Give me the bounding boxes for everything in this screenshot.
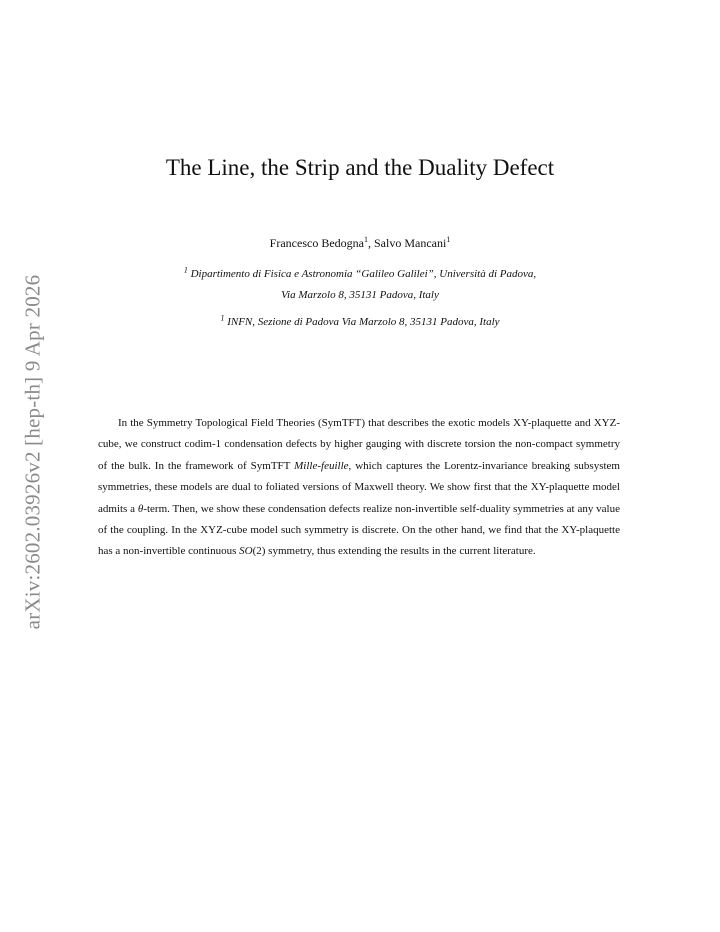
abstract-emphasis: Mille-feuille xyxy=(294,459,349,472)
author-name: Francesco Bedogna xyxy=(269,236,364,250)
affiliation-mark: 1 xyxy=(220,313,225,323)
abstract-text: -term. Then, we show these condensation defects realize non-invertible self-duality symmetries at any value of the coupling. In the XYZ-cube model such symmetry is discrete. On the other hand, we find that the XY-plaquette has a non-invertible continuous xyxy=(98,502,620,558)
arxiv-stamp: arXiv:2602.03926v2 [hep-th] 9 Apr 2026 xyxy=(20,274,45,630)
affiliation xyxy=(0,312,720,333)
author-list xyxy=(0,236,720,251)
abstract-text: , which captures the Lorentz-invariance breaking subsystem symmetries, these models are dual to foliated versions of Maxwell theory. We show first that the XY-plaquette model admits a xyxy=(98,459,620,515)
paper-title: The Line, the Strip and the Duality Defect xyxy=(165,155,555,180)
author-affil-mark: 1 xyxy=(363,235,368,244)
abstract xyxy=(98,413,620,563)
author-separator: , xyxy=(367,236,374,250)
abstract-text: In the Symmetry Topological Field Theories (SymTFT) that describes the exotic models XY-plaquette and XYZ-cube, we construct codim-1 condensation defects by higher gauging with discrete torsion the non-compact symmetry of the bulk. In the framework of SymTFT xyxy=(98,417,620,472)
abstract-math: SO xyxy=(239,545,253,558)
abstract-math: θ xyxy=(137,502,144,515)
affiliation-line: Dipartimento di Fisica e Astronomia “Galileo Galilei”, Università di Padova, xyxy=(190,268,537,280)
affiliation-line: Via Marzolo 8, 35131 Padova, Italy xyxy=(281,289,439,301)
affiliation-mark: 1 xyxy=(183,265,188,275)
affiliation xyxy=(0,264,720,306)
author-name: Salvo Mancani xyxy=(373,236,447,250)
author-affil-mark: 1 xyxy=(446,235,451,244)
affiliation-line: INFN, Sezione di Padova Via Marzolo 8, 35131 Padova, Italy xyxy=(227,316,500,328)
abstract-text: (2) symmetry, thus extending the results in the current literature. xyxy=(252,545,536,558)
